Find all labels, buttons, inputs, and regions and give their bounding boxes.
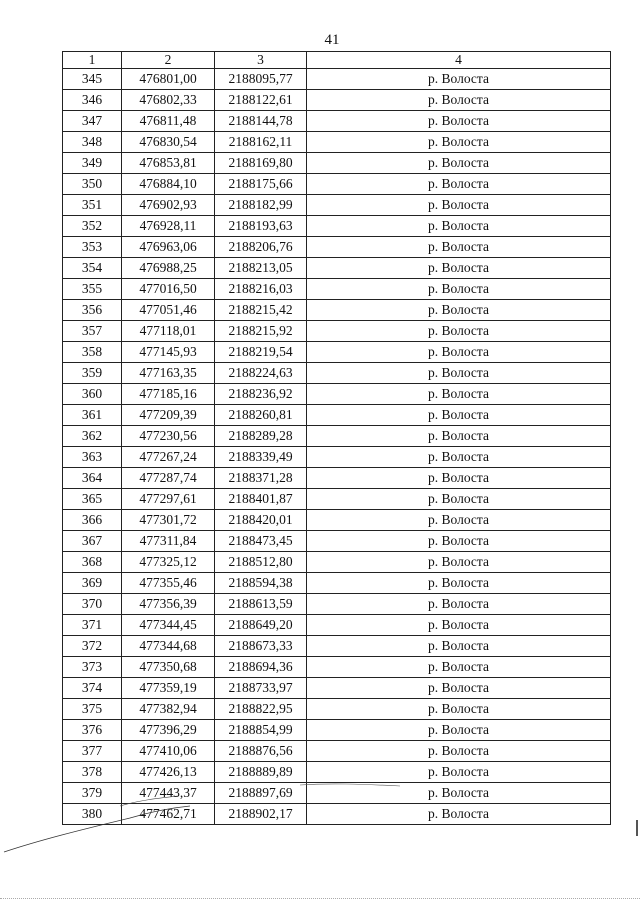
- table-row: [63, 405, 611, 426]
- point-number-cell: 350: [63, 174, 122, 195]
- description-cell: р. Волоста: [307, 279, 611, 300]
- description-cell: р. Волоста: [307, 447, 611, 468]
- x-coordinate-cell: 476830,54: [122, 132, 215, 153]
- point-number-cell: 345: [63, 69, 122, 90]
- point-number-cell: 348: [63, 132, 122, 153]
- y-coordinate-cell: 2188162,11: [215, 132, 307, 153]
- point-number-cell: 375: [63, 699, 122, 720]
- table-row: [63, 573, 611, 594]
- y-coordinate-cell: 2188733,97: [215, 678, 307, 699]
- y-coordinate-cell: 2188401,87: [215, 489, 307, 510]
- x-coordinate-cell: 477350,68: [122, 657, 215, 678]
- point-number-cell: 372: [63, 636, 122, 657]
- table-row: [63, 174, 611, 195]
- table-row: [63, 447, 611, 468]
- y-coordinate-cell: 2188694,36: [215, 657, 307, 678]
- table-row: [63, 90, 611, 111]
- column-header: 3: [215, 52, 307, 69]
- y-coordinate-cell: 2188224,63: [215, 363, 307, 384]
- description-cell: р. Волоста: [307, 531, 611, 552]
- description-cell: р. Волоста: [307, 489, 611, 510]
- y-coordinate-cell: 2188902,17: [215, 804, 307, 825]
- table-row: [63, 510, 611, 531]
- table-row: [63, 531, 611, 552]
- description-cell: р. Волоста: [307, 174, 611, 195]
- table-row: [63, 615, 611, 636]
- table-row: [63, 321, 611, 342]
- point-number-cell: 363: [63, 447, 122, 468]
- y-coordinate-cell: 2188182,99: [215, 195, 307, 216]
- table-row: [63, 699, 611, 720]
- x-coordinate-cell: 477051,46: [122, 300, 215, 321]
- description-cell: р. Волоста: [307, 468, 611, 489]
- x-coordinate-cell: 477163,35: [122, 363, 215, 384]
- table-row: [63, 153, 611, 174]
- point-number-cell: 357: [63, 321, 122, 342]
- point-number-cell: 370: [63, 594, 122, 615]
- x-coordinate-cell: 477426,13: [122, 762, 215, 783]
- description-cell: р. Волоста: [307, 111, 611, 132]
- point-number-cell: 349: [63, 153, 122, 174]
- x-coordinate-cell: 477443,37: [122, 783, 215, 804]
- y-coordinate-cell: 2188219,54: [215, 342, 307, 363]
- y-coordinate-cell: 2188144,78: [215, 111, 307, 132]
- table-row: [63, 237, 611, 258]
- x-coordinate-cell: 476801,00: [122, 69, 215, 90]
- column-header: 1: [63, 52, 122, 69]
- column-header: 2: [122, 52, 215, 69]
- description-cell: р. Волоста: [307, 573, 611, 594]
- y-coordinate-cell: 2188613,59: [215, 594, 307, 615]
- page-number: 41: [324, 32, 340, 48]
- x-coordinate-cell: 477230,56: [122, 426, 215, 447]
- y-coordinate-cell: 2188289,28: [215, 426, 307, 447]
- description-cell: р. Волоста: [307, 720, 611, 741]
- description-cell: р. Волоста: [307, 321, 611, 342]
- table-row: [63, 741, 611, 762]
- x-coordinate-cell: 477396,29: [122, 720, 215, 741]
- table-row: [63, 69, 611, 90]
- table-row: [63, 300, 611, 321]
- description-cell: р. Волоста: [307, 342, 611, 363]
- table-row: [63, 258, 611, 279]
- x-coordinate-cell: 477118,01: [122, 321, 215, 342]
- point-number-cell: 368: [63, 552, 122, 573]
- description-cell: р. Волоста: [307, 741, 611, 762]
- point-number-cell: 380: [63, 804, 122, 825]
- y-coordinate-cell: 2188236,92: [215, 384, 307, 405]
- description-cell: р. Волоста: [307, 384, 611, 405]
- description-cell: р. Волоста: [307, 510, 611, 531]
- table-row: [63, 363, 611, 384]
- x-coordinate-cell: 477382,94: [122, 699, 215, 720]
- description-cell: р. Волоста: [307, 405, 611, 426]
- table-row: [63, 426, 611, 447]
- x-coordinate-cell: 477356,39: [122, 594, 215, 615]
- point-number-cell: 367: [63, 531, 122, 552]
- table-row: [63, 468, 611, 489]
- y-coordinate-cell: 2188339,49: [215, 447, 307, 468]
- y-coordinate-cell: 2188169,80: [215, 153, 307, 174]
- description-cell: р. Волоста: [307, 762, 611, 783]
- y-coordinate-cell: 2188215,92: [215, 321, 307, 342]
- point-number-cell: 356: [63, 300, 122, 321]
- x-coordinate-cell: 477145,93: [122, 342, 215, 363]
- y-coordinate-cell: 2188216,03: [215, 279, 307, 300]
- y-coordinate-cell: 2188822,95: [215, 699, 307, 720]
- description-cell: р. Волоста: [307, 552, 611, 573]
- description-cell: р. Волоста: [307, 69, 611, 90]
- scan-edge-mark: [636, 820, 638, 836]
- table-row: [63, 762, 611, 783]
- x-coordinate-cell: 476884,10: [122, 174, 215, 195]
- point-number-cell: 360: [63, 384, 122, 405]
- point-number-cell: 379: [63, 783, 122, 804]
- point-number-cell: 374: [63, 678, 122, 699]
- x-coordinate-cell: 477209,39: [122, 405, 215, 426]
- table-row: [63, 195, 611, 216]
- x-coordinate-cell: 477267,24: [122, 447, 215, 468]
- table-row: [63, 279, 611, 300]
- coordinates-table: [62, 51, 611, 825]
- x-coordinate-cell: 476811,48: [122, 111, 215, 132]
- x-coordinate-cell: 476853,81: [122, 153, 215, 174]
- column-header: 4: [307, 52, 611, 69]
- point-number-cell: 354: [63, 258, 122, 279]
- y-coordinate-cell: 2188215,42: [215, 300, 307, 321]
- point-number-cell: 352: [63, 216, 122, 237]
- table-row: [63, 636, 611, 657]
- point-number-cell: 361: [63, 405, 122, 426]
- x-coordinate-cell: 477016,50: [122, 279, 215, 300]
- description-cell: р. Волоста: [307, 636, 611, 657]
- y-coordinate-cell: 2188854,99: [215, 720, 307, 741]
- description-cell: р. Волоста: [307, 615, 611, 636]
- table-row: [63, 594, 611, 615]
- x-coordinate-cell: 476963,06: [122, 237, 215, 258]
- description-cell: р. Волоста: [307, 132, 611, 153]
- x-coordinate-cell: 477311,84: [122, 531, 215, 552]
- y-coordinate-cell: 2188889,89: [215, 762, 307, 783]
- x-coordinate-cell: 477344,68: [122, 636, 215, 657]
- point-number-cell: 346: [63, 90, 122, 111]
- point-number-cell: 373: [63, 657, 122, 678]
- description-cell: р. Волоста: [307, 237, 611, 258]
- point-number-cell: 358: [63, 342, 122, 363]
- table-row: [63, 657, 611, 678]
- description-cell: р. Волоста: [307, 195, 611, 216]
- point-number-cell: 371: [63, 615, 122, 636]
- point-number-cell: 376: [63, 720, 122, 741]
- point-number-cell: 362: [63, 426, 122, 447]
- scan-bottom-line: [0, 898, 640, 899]
- x-coordinate-cell: 477325,12: [122, 552, 215, 573]
- y-coordinate-cell: 2188206,76: [215, 237, 307, 258]
- table-header-row: [63, 52, 611, 69]
- table-row: [63, 489, 611, 510]
- y-coordinate-cell: 2188260,81: [215, 405, 307, 426]
- description-cell: р. Волоста: [307, 804, 611, 825]
- y-coordinate-cell: 2188897,69: [215, 783, 307, 804]
- table-row: [63, 216, 611, 237]
- y-coordinate-cell: 2188175,66: [215, 174, 307, 195]
- description-cell: р. Волоста: [307, 90, 611, 111]
- description-cell: р. Волоста: [307, 258, 611, 279]
- table-row: [63, 678, 611, 699]
- x-coordinate-cell: 477287,74: [122, 468, 215, 489]
- x-coordinate-cell: 477297,61: [122, 489, 215, 510]
- table-row: [63, 552, 611, 573]
- table-row: [63, 132, 611, 153]
- point-number-cell: 377: [63, 741, 122, 762]
- y-coordinate-cell: 2188512,80: [215, 552, 307, 573]
- x-coordinate-cell: 476928,11: [122, 216, 215, 237]
- point-number-cell: 355: [63, 279, 122, 300]
- table-row: [63, 111, 611, 132]
- description-cell: р. Волоста: [307, 300, 611, 321]
- x-coordinate-cell: 476802,33: [122, 90, 215, 111]
- x-coordinate-cell: 477355,46: [122, 573, 215, 594]
- point-number-cell: 359: [63, 363, 122, 384]
- table-row: [63, 384, 611, 405]
- point-number-cell: 347: [63, 111, 122, 132]
- x-coordinate-cell: 477344,45: [122, 615, 215, 636]
- point-number-cell: 351: [63, 195, 122, 216]
- point-number-cell: 353: [63, 237, 122, 258]
- y-coordinate-cell: 2188213,05: [215, 258, 307, 279]
- point-number-cell: 364: [63, 468, 122, 489]
- y-coordinate-cell: 2188876,56: [215, 741, 307, 762]
- description-cell: р. Волоста: [307, 657, 611, 678]
- table-row: [63, 720, 611, 741]
- x-coordinate-cell: 477185,16: [122, 384, 215, 405]
- description-cell: р. Волоста: [307, 699, 611, 720]
- description-cell: р. Волоста: [307, 153, 611, 174]
- x-coordinate-cell: 477410,06: [122, 741, 215, 762]
- point-number-cell: 366: [63, 510, 122, 531]
- description-cell: р. Волоста: [307, 216, 611, 237]
- y-coordinate-cell: 2188594,38: [215, 573, 307, 594]
- y-coordinate-cell: 2188371,28: [215, 468, 307, 489]
- description-cell: р. Волоста: [307, 594, 611, 615]
- description-cell: р. Волоста: [307, 678, 611, 699]
- x-coordinate-cell: 477301,72: [122, 510, 215, 531]
- x-coordinate-cell: 476902,93: [122, 195, 215, 216]
- point-number-cell: 369: [63, 573, 122, 594]
- y-coordinate-cell: 2188095,77: [215, 69, 307, 90]
- x-coordinate-cell: 477359,19: [122, 678, 215, 699]
- x-coordinate-cell: 477462,71: [122, 804, 215, 825]
- x-coordinate-cell: 476988,25: [122, 258, 215, 279]
- description-cell: р. Волоста: [307, 783, 611, 804]
- y-coordinate-cell: 2188420,01: [215, 510, 307, 531]
- point-number-cell: 365: [63, 489, 122, 510]
- description-cell: р. Волоста: [307, 363, 611, 384]
- y-coordinate-cell: 2188193,63: [215, 216, 307, 237]
- table-row: [63, 783, 611, 804]
- y-coordinate-cell: 2188649,20: [215, 615, 307, 636]
- point-number-cell: 378: [63, 762, 122, 783]
- table-row: [63, 342, 611, 363]
- description-cell: р. Волоста: [307, 426, 611, 447]
- y-coordinate-cell: 2188122,61: [215, 90, 307, 111]
- table-row: [63, 804, 611, 825]
- y-coordinate-cell: 2188673,33: [215, 636, 307, 657]
- y-coordinate-cell: 2188473,45: [215, 531, 307, 552]
